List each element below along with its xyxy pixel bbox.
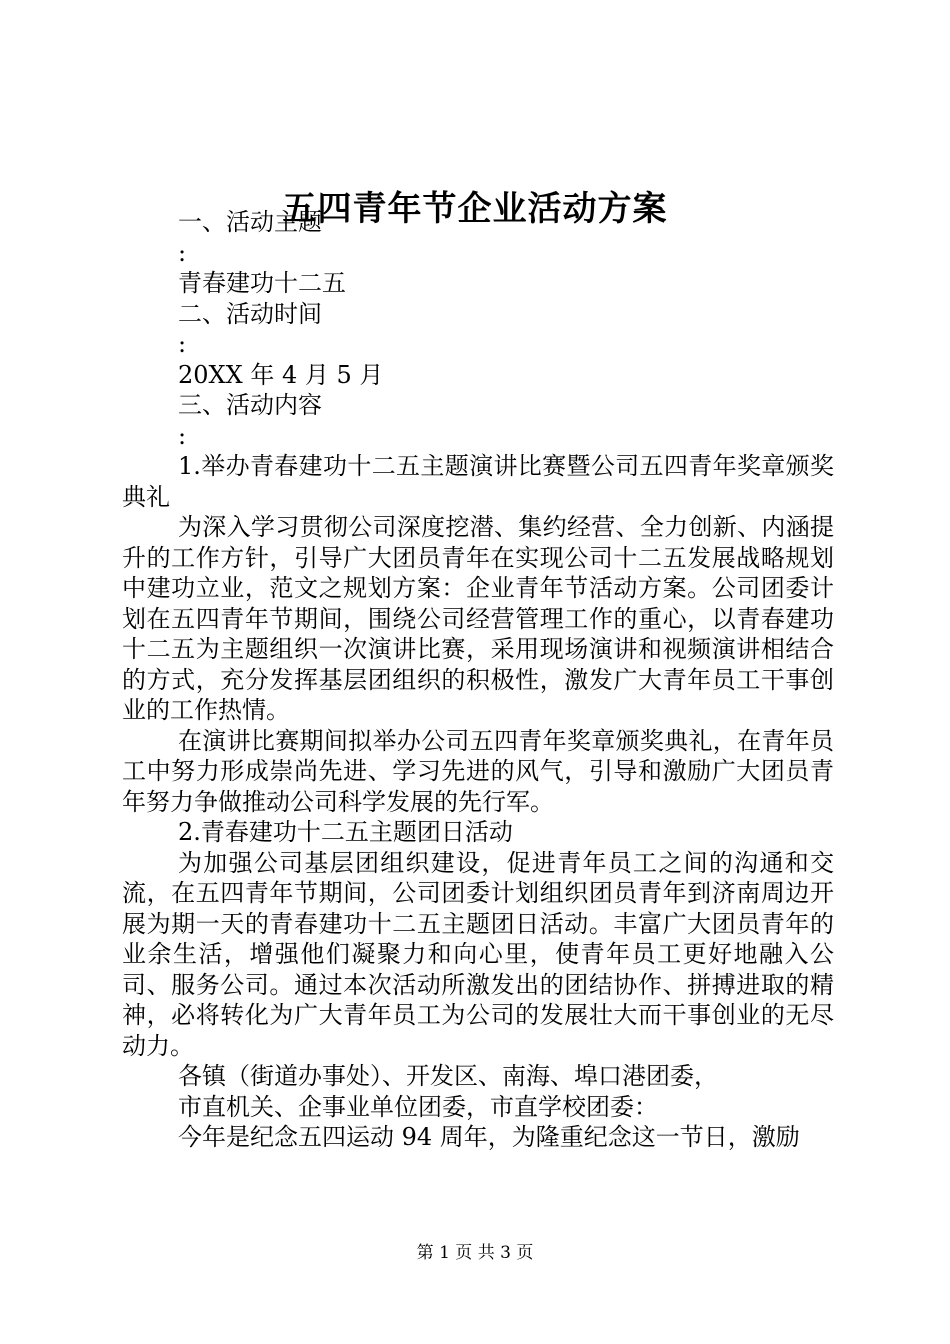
paragraph-award-ceremony: 在演讲比赛期间拟举办公司五四青年奖章颁奖典礼，在青年员工中努力形成崇尚先进、学习先进的风气，引导和激励广大团员青年努力争做推动公司科学发展的先行军。 bbox=[122, 726, 834, 816]
colon-line: : bbox=[178, 330, 187, 358]
document-body bbox=[122, 207, 834, 1153]
paragraph-league-day: 为加强公司基层团组织建设，促进青年员工之间的沟通和交流，在五四青年节期间，公司团委计划组织团员青年到济南周边开展为期一天的青春建功十二五主题团日活动。丰富广大团员青年的业余生活，增强他们凝聚力和向心里，使青年员工更好地融入公司、服务公司。通过本次活动所激发出的团结协作、拼搏进取的精神，必将转化为广大青年员工为公司的发展壮大而干事创业的无尽动力。 bbox=[122, 848, 834, 1060]
document-title: 五四青年节企业活动方案 bbox=[282, 189, 668, 229]
paragraph-item-1: 1.举办青春建功十二五主题演讲比赛暨公司五四青年奖章颁奖典礼 bbox=[122, 452, 834, 511]
paragraph-anniversary: 今年是纪念五四运动 94 周年，为隆重纪念这一节日，激励 bbox=[178, 1123, 800, 1151]
paragraph-speech-contest: 为深入学习贯彻公司深度挖潜、集约经营、全力创新、内涵提升的工作方针，引导广大团员青年在实现公司十二五发展战略规划中建功立业，范文之规划方案：企业青年节活动方案。公司团委计划在五四青年节期间，围绕公司经营管理工作的重心，以青春建功十二五为主题组织一次演讲比赛，采用现场演讲和视频演讲相结合的方式，充分发挥基层团组织的积极性，激发广大青年员工干事创业的工作热情。 bbox=[122, 513, 834, 724]
colon-line: : bbox=[178, 238, 187, 267]
paragraph-recipients-2: 市直机关、企事业单位团委，市直学校团委： bbox=[178, 1092, 658, 1121]
section-heading-content: 三、活动内容 bbox=[178, 391, 322, 419]
section-heading-time: 二、活动时间 bbox=[178, 299, 322, 328]
paragraph-item-2: 2.青春建功十二五主题团日活动 bbox=[178, 818, 513, 846]
section-heading-theme: 一、活动主题 bbox=[178, 208, 322, 236]
time-value: 20XX 年 4 月 5 月 bbox=[178, 360, 384, 389]
paragraph-recipients-1: 各镇（街道办事处）、开发区、南海、埠口港团委， bbox=[178, 1062, 718, 1090]
colon-line: : bbox=[178, 421, 187, 450]
content-paragraphs bbox=[122, 451, 834, 1153]
theme-value: 青春建功十二五 bbox=[178, 269, 346, 297]
page-footer: 第 1 页 共 3 页 bbox=[416, 1243, 534, 1263]
